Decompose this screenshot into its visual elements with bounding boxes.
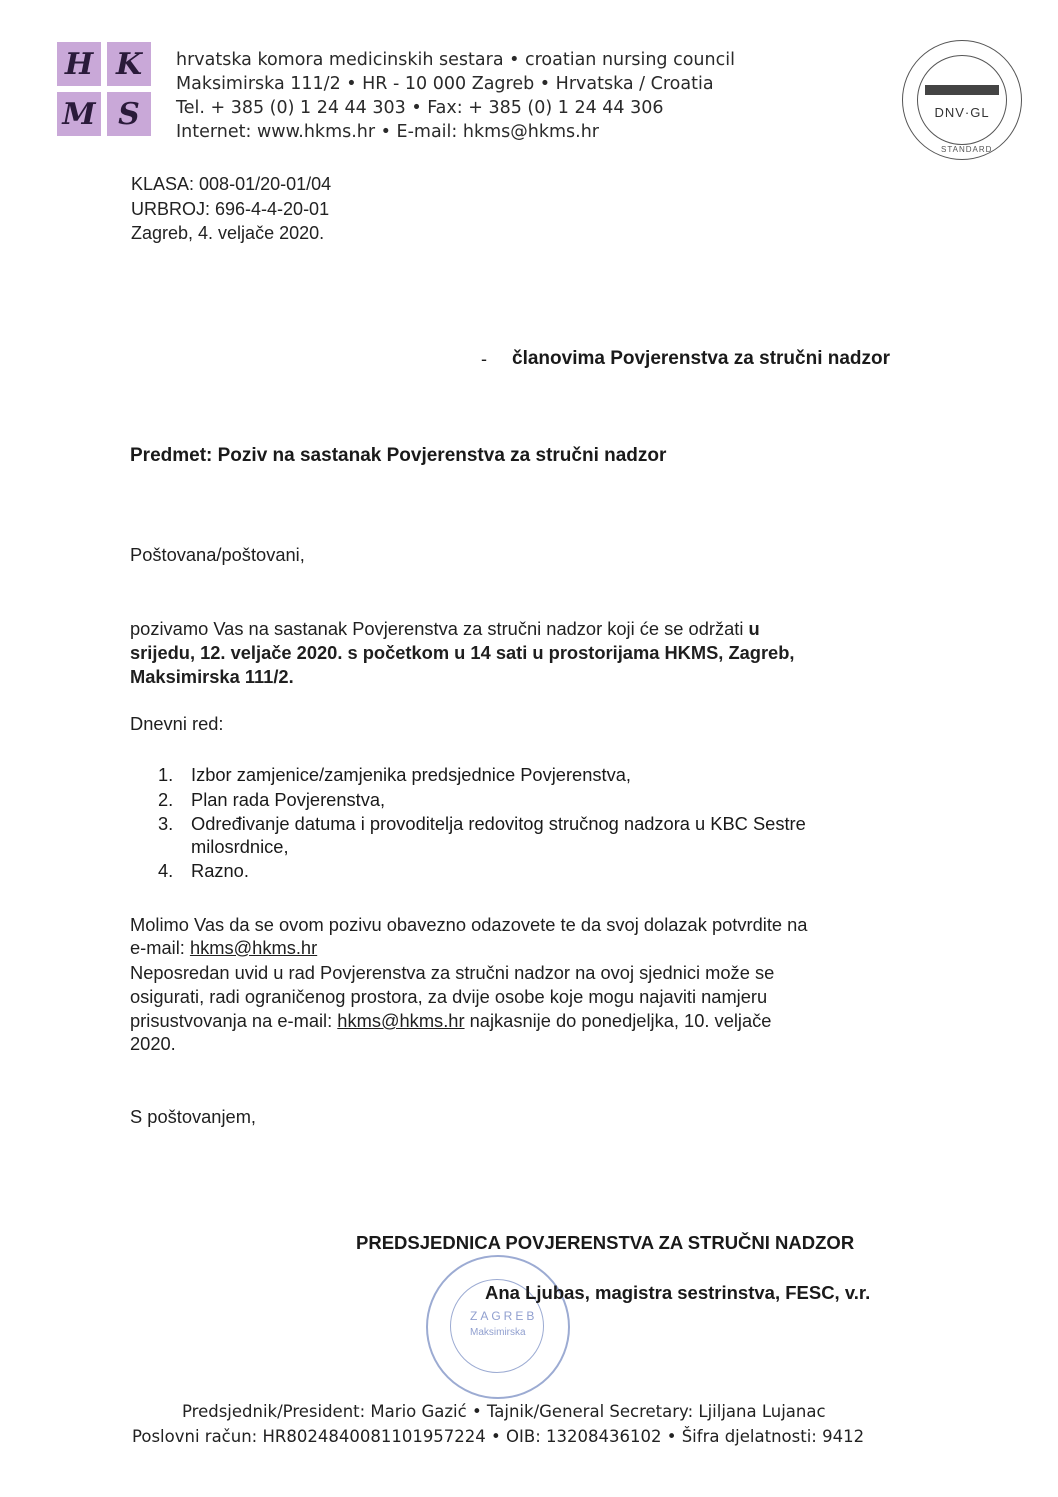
logo-letter-s: S — [107, 92, 151, 136]
footer-officers: Predsjednik/President: Mario Gazić • Tajnik/General Secretary: Ljiljana Lujanac — [182, 1402, 826, 1421]
stamp-street: Maksimirska — [470, 1327, 526, 1338]
agenda-item-number: 3. — [158, 813, 174, 834]
request-line-6: 2020. — [130, 1033, 176, 1054]
greeting: Poštovana/poštovani, — [130, 544, 305, 565]
dnv-gl-certification-mark — [902, 40, 1022, 160]
letterhead-phone: Tel. + 385 (0) 1 24 44 303 • Fax: + 385 (0) 1 24 44 306 — [176, 98, 664, 118]
logo-letter-h: H — [57, 42, 101, 86]
letterhead-address: Maksimirska 111/2 • HR - 10 000 Zagreb • Hrvatska / Croatia — [176, 74, 714, 94]
hkms-logo — [57, 38, 153, 140]
cert-label: DNV·GL — [934, 105, 990, 120]
request-line-5: prisustvovanja na e-mail: hkms@hkms.hr najkasnije do ponedjeljka, 10. veljače — [130, 1010, 772, 1031]
request-line-4: osigurati, radi ograničenog prostora, za dvije osobe koje mogu najaviti namjeru — [130, 986, 768, 1007]
agenda-item: Plan rada Povjerenstva, — [191, 789, 386, 810]
agenda-item-number: 1. — [158, 764, 174, 785]
closing: S poštovanjem, — [130, 1106, 257, 1127]
email-link[interactable]: hkms@hkms.hr — [189, 937, 318, 958]
invitation-line-3: Maksimirska 111/2. — [130, 666, 294, 687]
agenda-item: Određivanje datuma i provoditelja redovitog stručnog nadzora u KBC Sestre — [191, 813, 806, 834]
email-link[interactable]: hkms@hkms.hr — [337, 1010, 465, 1031]
cert-bottom-text: STANDARD — [941, 145, 993, 154]
letterhead-web: Internet: www.hkms.hr • E-mail: hkms@hkms.hr — [176, 122, 599, 142]
footer-bank-info: Poslovni račun: HR8024840081101957224 • OIB: 13208436102 • Šifra djelatnosti: 9412 — [132, 1427, 865, 1446]
official-stamp — [426, 1255, 570, 1399]
agenda-item: Razno. — [191, 860, 249, 881]
agenda-item-number: 4. — [158, 860, 174, 881]
invitation-line-1: pozivamo Vas na sastanak Povjerenstva za stručni nadzor koji će se održati u — [130, 618, 760, 639]
agenda-item-continued: milosrdnice, — [191, 836, 289, 857]
letterhead-org-name: hrvatska komora medicinskih sestara • croatian nursing council — [176, 50, 735, 70]
request-line-1: Molimo Vas da se ovom pozivu obavezno odazovete te da svoj dolazak potvrdite na — [130, 914, 808, 935]
recipient-dash: - — [481, 349, 487, 369]
request-line-3: Neposredan uvid u rad Povjerenstva za stručni nadzor na ovoj sjednici može se — [130, 962, 775, 983]
logo-letter-k: K — [107, 42, 151, 86]
subject-line: Predmet: Poziv na sastanak Povjerenstva za stručni nadzor — [130, 445, 667, 466]
recipient: članovima Povjerenstva za stručni nadzor — [512, 348, 891, 369]
request-line-2: e-mail: hkms@hkms.hr — [130, 937, 318, 958]
agenda-item-number: 2. — [158, 789, 174, 810]
urbroj: URBROJ: 696-4-4-20-01 — [131, 199, 330, 219]
agenda-heading: Dnevni red: — [130, 713, 224, 734]
stamp-city: ZAGREB — [470, 1309, 538, 1323]
agenda-item: Izbor zamjenice/zamjenika predsjednice Povjerenstva, — [191, 764, 631, 785]
document-date: Zagreb, 4. veljače 2020. — [131, 223, 325, 243]
invitation-line-2: srijedu, 12. veljače 2020. s početkom u 14 sati u prostorijama HKMS, Zagreb, — [130, 642, 795, 663]
signature-name: Ana Ljubas, magistra sestrinstva, FESC, v.r. — [485, 1282, 871, 1303]
logo-letter-m: M — [57, 92, 101, 136]
klasa: KLASA: 008-01/20-01/04 — [131, 174, 332, 194]
signature-title: PREDSJEDNICA POVJERENSTVA ZA STRUČNI NADZOR — [356, 1232, 855, 1253]
